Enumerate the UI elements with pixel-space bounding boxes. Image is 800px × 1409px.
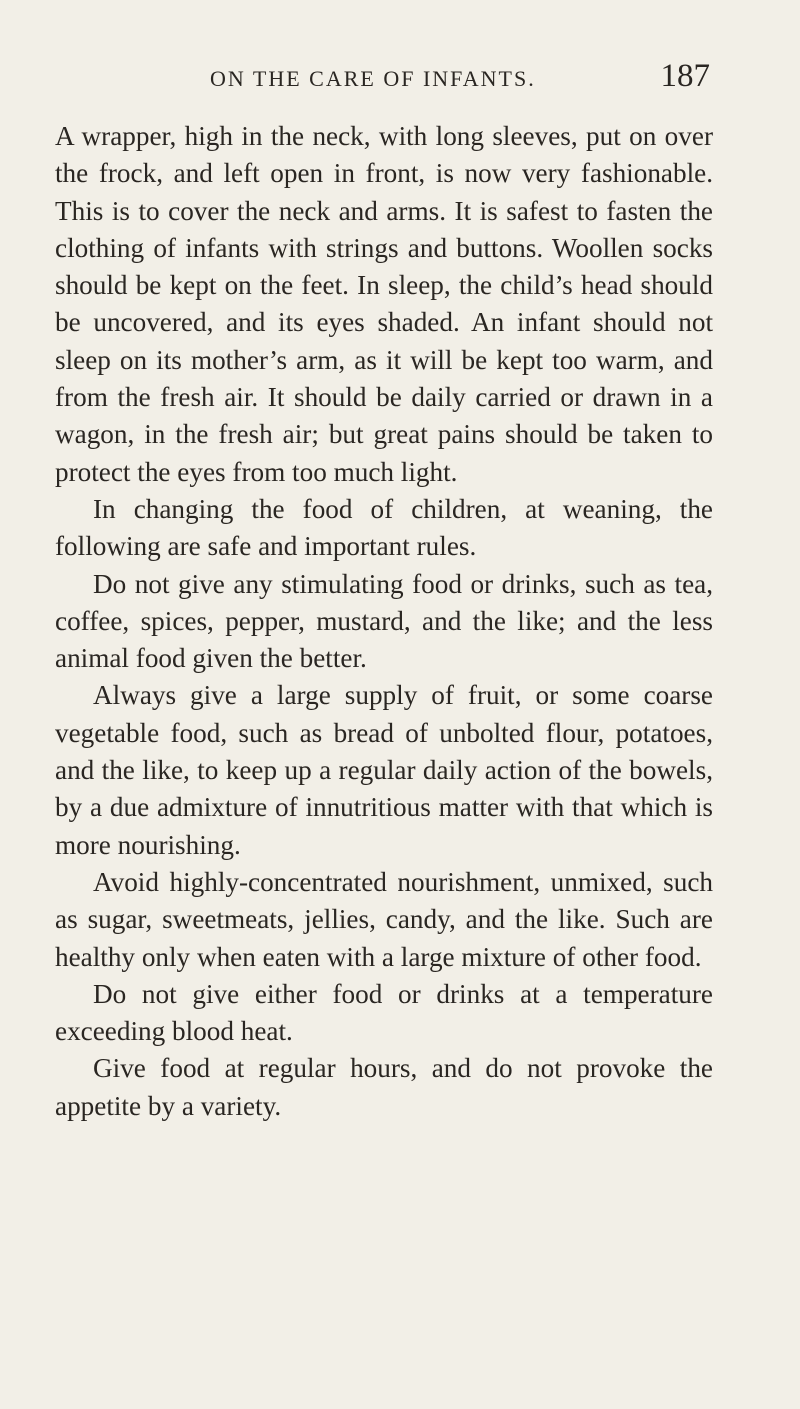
paragraph: Always give a large supply of fruit, or some coarse vegetable food, such as bread of unbolted flour, potatoes, and the like, to keep up a regular daily action of the bowels, by a due admixture of innutritious matter with that which is more nourishing.	[55, 680, 713, 860]
paragraph: In changing the food of children, at weaning, the following are safe and important rules.	[55, 493, 713, 562]
page-number: 187	[660, 58, 710, 94]
paragraph: Do not give any stimulating food or drinks, such as tea, coffee, spices, pepper, mustard, and the like; and the less animal food given the better.	[55, 568, 713, 674]
paragraph: Give food at regular hours, and do not provoke the appetite by a variety.	[55, 1053, 713, 1121]
running-head	[210, 58, 710, 98]
running-title: ON THE CARE OF INFANTS.	[210, 66, 536, 91]
paragraph: Avoid highly-concentrated nourishment, unmixed, such as sugar, sweetmeats, jellies, candy, and the like. Such are healthy only when eaten with a large mixture of other food.	[55, 866, 713, 972]
paragraph: A wrapper, high in the neck, with long sleeves, put on over the frock, and left open in front, is now very fashionable. This is to cover the neck and arms. It is safest to fasten the clothing of infants with strings and buttons. Woollen socks should be kept on the feet. In sleep, the child’s head should be uncovered, and its eyes shaded. An infant should not sleep on its mother’s arm, as it will be kept too warm, and from the fresh air. It should be daily carried or drawn in a wagon, in the fresh air; but great pains should be taken to protect the eyes from too much light.	[55, 121, 713, 487]
body-text	[55, 118, 713, 1125]
paragraph: Do not give either food or drinks at a temperature exceeding blood heat.	[55, 978, 713, 1047]
